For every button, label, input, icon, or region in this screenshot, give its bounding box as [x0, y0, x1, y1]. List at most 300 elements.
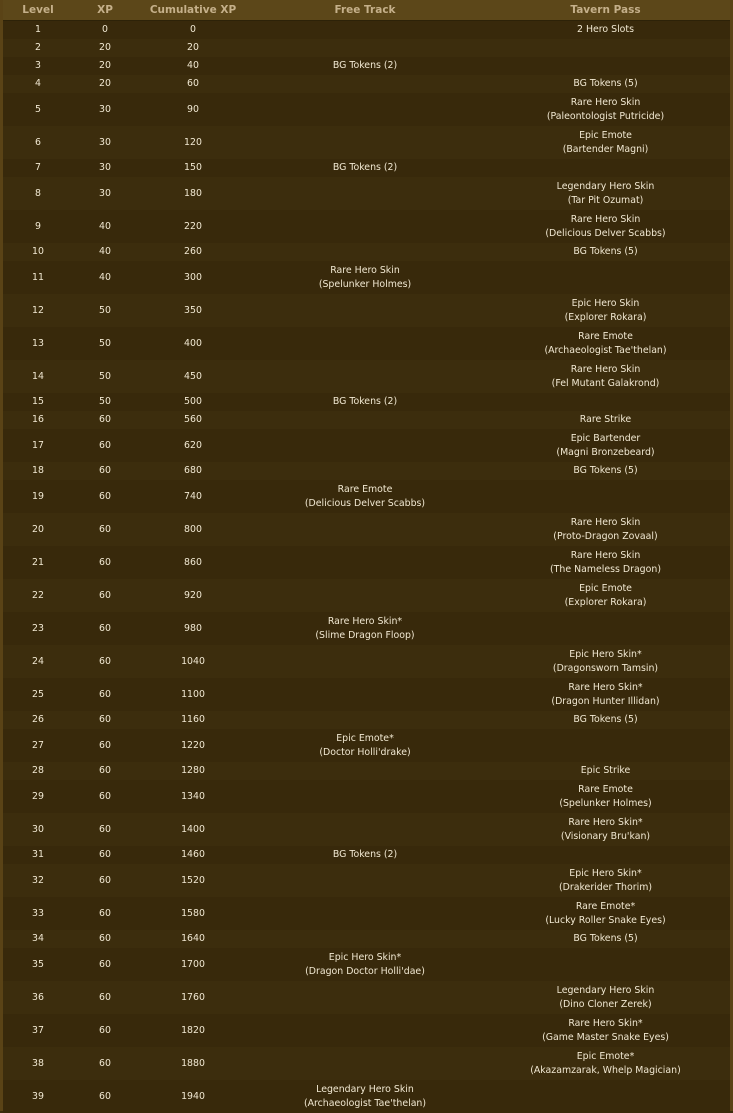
free-track-reward-line: Legendary Hero Skin [251, 1083, 479, 1097]
tavern-pass-cell [481, 93, 730, 126]
free-track-cell [249, 612, 481, 645]
tavern-pass-cell [481, 462, 730, 480]
free-track-cell [249, 780, 481, 813]
tavern-pass-reward-line: 2 Hero Slots [483, 23, 728, 37]
table-row [3, 75, 730, 93]
cumulative-xp-cell: 980 [137, 612, 249, 645]
tavern-pass-cell [481, 360, 730, 393]
xp-cell: 60 [73, 780, 137, 813]
cumulative-xp-cell: 0 [137, 21, 249, 40]
tavern-pass-reward-line: BG Tokens (5) [483, 77, 728, 91]
free-track-cell [249, 75, 481, 93]
table-row [3, 243, 730, 261]
tavern-pass-cell [481, 294, 730, 327]
table-row [3, 948, 730, 981]
free-track-reward-line: Rare Hero Skin* [251, 615, 479, 629]
xp-cell: 20 [73, 57, 137, 75]
tavern-pass-reward-line: (Tar Pit Ozumat) [483, 194, 728, 208]
tavern-pass-cell [481, 1047, 730, 1080]
xp-cell: 40 [73, 243, 137, 261]
free-track-cell [249, 480, 481, 513]
free-track-cell [249, 1047, 481, 1080]
table-row [3, 762, 730, 780]
free-track-cell [249, 57, 481, 75]
cumulative-xp-cell: 450 [137, 360, 249, 393]
cumulative-xp-cell: 1700 [137, 948, 249, 981]
tavern-pass-reward-line: Legendary Hero Skin [483, 180, 728, 194]
cumulative-xp-cell: 1460 [137, 846, 249, 864]
column-header-cumulative-xp: Cumulative XP [137, 0, 249, 21]
xp-cell: 60 [73, 930, 137, 948]
xp-cell: 60 [73, 1080, 137, 1113]
xp-cell: 60 [73, 480, 137, 513]
tavern-pass-reward-line: Rare Hero Skin [483, 549, 728, 563]
table-row [3, 981, 730, 1014]
level-cell: 25 [3, 678, 73, 711]
cumulative-xp-cell: 920 [137, 579, 249, 612]
table-row [3, 864, 730, 897]
table-row [3, 846, 730, 864]
free-track-reward-line: BG Tokens (2) [251, 59, 479, 73]
tavern-pass-reward-line: Epic Emote* [483, 1050, 728, 1064]
level-cell: 13 [3, 327, 73, 360]
table-row [3, 177, 730, 210]
level-cell: 27 [3, 729, 73, 762]
xp-cell: 50 [73, 294, 137, 327]
tavern-pass-cell [481, 711, 730, 729]
tavern-pass-cell [481, 126, 730, 159]
table-row [3, 462, 730, 480]
tavern-pass-cell [481, 762, 730, 780]
table-row [3, 579, 730, 612]
tavern-pass-cell [481, 243, 730, 261]
level-cell: 1 [3, 21, 73, 40]
cumulative-xp-cell: 40 [137, 57, 249, 75]
xp-cell: 50 [73, 327, 137, 360]
cumulative-xp-cell: 1400 [137, 813, 249, 846]
column-header-xp: XP [73, 0, 137, 21]
free-track-cell [249, 645, 481, 678]
xp-cell: 0 [73, 21, 137, 40]
table-row [3, 21, 730, 40]
table-row [3, 612, 730, 645]
cumulative-xp-cell: 1880 [137, 1047, 249, 1080]
level-cell: 35 [3, 948, 73, 981]
cumulative-xp-cell: 1280 [137, 762, 249, 780]
table-row [3, 93, 730, 126]
level-cell: 36 [3, 981, 73, 1014]
tavern-pass-cell [481, 393, 730, 411]
free-track-reward-line: BG Tokens (2) [251, 395, 479, 409]
level-cell: 24 [3, 645, 73, 678]
cumulative-xp-cell: 1580 [137, 897, 249, 930]
tavern-pass-cell [481, 57, 730, 75]
free-track-cell [249, 579, 481, 612]
xp-cell: 60 [73, 462, 137, 480]
xp-cell: 30 [73, 93, 137, 126]
tavern-pass-reward-line: (Dino Cloner Zerek) [483, 998, 728, 1012]
free-track-cell [249, 762, 481, 780]
free-track-cell [249, 897, 481, 930]
level-cell: 2 [3, 39, 73, 57]
level-cell: 38 [3, 1047, 73, 1080]
tavern-pass-reward-line: BG Tokens (5) [483, 245, 728, 259]
table-row [3, 429, 730, 462]
level-cell: 22 [3, 579, 73, 612]
free-track-cell [249, 930, 481, 948]
tavern-pass-reward-line: (Fel Mutant Galakrond) [483, 377, 728, 391]
tavern-pass-reward-line: Epic Emote [483, 129, 728, 143]
free-track-cell [249, 360, 481, 393]
cumulative-xp-cell: 90 [137, 93, 249, 126]
level-cell: 39 [3, 1080, 73, 1113]
cumulative-xp-cell: 800 [137, 513, 249, 546]
cumulative-xp-cell: 400 [137, 327, 249, 360]
tavern-pass-reward-line: Rare Hero Skin* [483, 681, 728, 695]
tavern-pass-reward-line: (Magni Bronzebeard) [483, 446, 728, 460]
xp-cell: 60 [73, 513, 137, 546]
tavern-pass-reward-line: BG Tokens (5) [483, 713, 728, 727]
free-track-cell [249, 813, 481, 846]
level-cell: 30 [3, 813, 73, 846]
level-cell: 5 [3, 93, 73, 126]
xp-cell: 60 [73, 579, 137, 612]
cumulative-xp-cell: 680 [137, 462, 249, 480]
tavern-pass-reward-line: (Dragon Hunter Illidan) [483, 695, 728, 709]
cumulative-xp-cell: 260 [137, 243, 249, 261]
tavern-pass-cell [481, 678, 730, 711]
tavern-pass-cell [481, 981, 730, 1014]
table-row [3, 780, 730, 813]
free-track-reward-line: (Spelunker Holmes) [251, 278, 479, 292]
table-row [3, 39, 730, 57]
xp-cell: 60 [73, 429, 137, 462]
cumulative-xp-cell: 560 [137, 411, 249, 429]
cumulative-xp-cell: 20 [137, 39, 249, 57]
table-row [3, 327, 730, 360]
xp-cell: 60 [73, 846, 137, 864]
level-cell: 12 [3, 294, 73, 327]
free-track-cell [249, 393, 481, 411]
xp-cell: 60 [73, 411, 137, 429]
tavern-pass-cell [481, 411, 730, 429]
level-cell: 10 [3, 243, 73, 261]
table-row [3, 1047, 730, 1080]
table-row [3, 126, 730, 159]
tavern-pass-cell [481, 210, 730, 243]
xp-cell: 40 [73, 261, 137, 294]
tavern-pass-reward-line: (Delicious Delver Scabbs) [483, 227, 728, 241]
tavern-pass-cell [481, 780, 730, 813]
column-header-tavern-pass: Tavern Pass [481, 0, 730, 21]
tavern-pass-cell [481, 327, 730, 360]
tavern-pass-reward-line: (Visionary Bru'kan) [483, 830, 728, 844]
cumulative-xp-cell: 220 [137, 210, 249, 243]
xp-cell: 30 [73, 126, 137, 159]
xp-cell: 60 [73, 897, 137, 930]
free-track-cell [249, 243, 481, 261]
free-track-cell [249, 948, 481, 981]
rewards-table [3, 0, 730, 1113]
free-track-cell [249, 429, 481, 462]
xp-cell: 60 [73, 813, 137, 846]
xp-cell: 60 [73, 711, 137, 729]
tavern-pass-reward-line: Legendary Hero Skin [483, 984, 728, 998]
cumulative-xp-cell: 150 [137, 159, 249, 177]
cumulative-xp-cell: 300 [137, 261, 249, 294]
level-cell: 23 [3, 612, 73, 645]
xp-cell: 50 [73, 360, 137, 393]
xp-cell: 60 [73, 762, 137, 780]
tavern-pass-reward-line: (Explorer Rokara) [483, 311, 728, 325]
tavern-pass-reward-line: (The Nameless Dragon) [483, 563, 728, 577]
table-row [3, 159, 730, 177]
tavern-pass-reward-line: (Proto-Dragon Zovaal) [483, 530, 728, 544]
cumulative-xp-cell: 350 [137, 294, 249, 327]
free-track-reward-line: (Doctor Holli'drake) [251, 746, 479, 760]
table-row [3, 210, 730, 243]
tavern-pass-reward-line: (Akazamzarak, Whelp Magician) [483, 1064, 728, 1078]
cumulative-xp-cell: 60 [137, 75, 249, 93]
tavern-pass-reward-line: (Drakerider Thorim) [483, 881, 728, 895]
level-cell: 28 [3, 762, 73, 780]
cumulative-xp-cell: 620 [137, 429, 249, 462]
table-row [3, 1014, 730, 1047]
cumulative-xp-cell: 740 [137, 480, 249, 513]
tavern-pass-reward-line: Rare Emote [483, 330, 728, 344]
level-cell: 34 [3, 930, 73, 948]
tavern-pass-cell [481, 1014, 730, 1047]
free-track-cell [249, 294, 481, 327]
free-track-cell [249, 21, 481, 40]
tavern-pass-cell [481, 480, 730, 513]
cumulative-xp-cell: 1100 [137, 678, 249, 711]
free-track-cell [249, 159, 481, 177]
tavern-pass-reward-line: (Game Master Snake Eyes) [483, 1031, 728, 1045]
cumulative-xp-cell: 1760 [137, 981, 249, 1014]
tavern-pass-reward-line: BG Tokens (5) [483, 464, 728, 478]
tavern-pass-reward-line: Rare Hero Skin* [483, 1017, 728, 1031]
table-row [3, 411, 730, 429]
tavern-pass-cell [481, 75, 730, 93]
xp-cell: 60 [73, 1047, 137, 1080]
level-cell: 32 [3, 864, 73, 897]
xp-cell: 60 [73, 1014, 137, 1047]
level-cell: 6 [3, 126, 73, 159]
level-cell: 3 [3, 57, 73, 75]
free-track-reward-line: BG Tokens (2) [251, 161, 479, 175]
tavern-pass-cell [481, 546, 730, 579]
tavern-pass-cell [481, 897, 730, 930]
xp-cell: 60 [73, 546, 137, 579]
level-cell: 11 [3, 261, 73, 294]
free-track-cell [249, 1080, 481, 1113]
table-body [3, 21, 730, 1113]
tavern-pass-reward-line: (Lucky Roller Snake Eyes) [483, 914, 728, 928]
xp-cell: 60 [73, 678, 137, 711]
free-track-cell [249, 1014, 481, 1047]
free-track-cell [249, 846, 481, 864]
table-row [3, 897, 730, 930]
table-row [3, 360, 730, 393]
table-row [3, 729, 730, 762]
tavern-pass-reward-line: (Explorer Rokara) [483, 596, 728, 610]
tavern-pass-cell [481, 261, 730, 294]
free-track-reward-line: BG Tokens (2) [251, 848, 479, 862]
level-cell: 29 [3, 780, 73, 813]
tavern-pass-cell [481, 930, 730, 948]
free-track-cell [249, 327, 481, 360]
cumulative-xp-cell: 1160 [137, 711, 249, 729]
level-cell: 31 [3, 846, 73, 864]
free-track-cell [249, 981, 481, 1014]
tavern-pass-reward-line: Rare Emote [483, 783, 728, 797]
level-cell: 15 [3, 393, 73, 411]
tavern-pass-reward-line: Rare Hero Skin [483, 213, 728, 227]
free-track-cell [249, 462, 481, 480]
table-row [3, 711, 730, 729]
tavern-pass-cell [481, 645, 730, 678]
xp-cell: 60 [73, 645, 137, 678]
xp-cell: 30 [73, 159, 137, 177]
tavern-pass-reward-line: Epic Hero Skin* [483, 867, 728, 881]
free-track-reward-line: Epic Emote* [251, 732, 479, 746]
free-track-reward-line: Rare Hero Skin [251, 264, 479, 278]
free-track-cell [249, 711, 481, 729]
tavern-pass-cell [481, 579, 730, 612]
cumulative-xp-cell: 1040 [137, 645, 249, 678]
tavern-pass-reward-line: Rare Hero Skin [483, 363, 728, 377]
table-row [3, 1080, 730, 1113]
tavern-pass-cell [481, 612, 730, 645]
table-row [3, 645, 730, 678]
tavern-pass-cell [481, 948, 730, 981]
xp-cell: 60 [73, 981, 137, 1014]
level-cell: 9 [3, 210, 73, 243]
tavern-pass-cell [481, 429, 730, 462]
table-row [3, 546, 730, 579]
tavern-pass-cell [481, 21, 730, 40]
xp-cell: 60 [73, 948, 137, 981]
free-track-cell [249, 411, 481, 429]
table-row [3, 294, 730, 327]
table-row [3, 678, 730, 711]
free-track-cell [249, 39, 481, 57]
xp-cell: 20 [73, 39, 137, 57]
tavern-pass-reward-line: (Bartender Magni) [483, 143, 728, 157]
cumulative-xp-cell: 1520 [137, 864, 249, 897]
cumulative-xp-cell: 1340 [137, 780, 249, 813]
free-track-reward-line: (Delicious Delver Scabbs) [251, 497, 479, 511]
free-track-cell [249, 729, 481, 762]
free-track-reward-line: (Archaeologist Tae'thelan) [251, 1097, 479, 1111]
tavern-pass-reward-line: Rare Hero Skin* [483, 816, 728, 830]
free-track-cell [249, 546, 481, 579]
xp-cell: 60 [73, 729, 137, 762]
tavern-pass-reward-line: Rare Strike [483, 413, 728, 427]
level-cell: 16 [3, 411, 73, 429]
tavern-pass-reward-line: Epic Bartender [483, 432, 728, 446]
level-cell: 20 [3, 513, 73, 546]
free-track-cell [249, 93, 481, 126]
level-cell: 4 [3, 75, 73, 93]
tavern-pass-cell [481, 813, 730, 846]
cumulative-xp-cell: 1820 [137, 1014, 249, 1047]
tavern-pass-reward-line: (Paleontologist Putricide) [483, 110, 728, 124]
table-row [3, 813, 730, 846]
free-track-cell [249, 678, 481, 711]
free-track-reward-line: (Dragon Doctor Holli'dae) [251, 965, 479, 979]
cumulative-xp-cell: 180 [137, 177, 249, 210]
tavern-pass-cell [481, 39, 730, 57]
tavern-pass-cell [481, 513, 730, 546]
level-cell: 19 [3, 480, 73, 513]
tavern-pass-cell [481, 729, 730, 762]
xp-cell: 60 [73, 612, 137, 645]
level-cell: 8 [3, 177, 73, 210]
xp-cell: 30 [73, 177, 137, 210]
tavern-pass-reward-line: Rare Hero Skin [483, 96, 728, 110]
tavern-pass-reward-line: (Dragonsworn Tamsin) [483, 662, 728, 676]
free-track-cell [249, 177, 481, 210]
column-header-free-track: Free Track [249, 0, 481, 21]
tavern-pass-reward-line: (Spelunker Holmes) [483, 797, 728, 811]
column-header-level: Level [3, 0, 73, 21]
tavern-pass-cell [481, 1080, 730, 1113]
tavern-pass-reward-line: Rare Hero Skin [483, 516, 728, 530]
tavern-pass-reward-line: BG Tokens (5) [483, 932, 728, 946]
xp-cell: 20 [73, 75, 137, 93]
tavern-pass-reward-line: Epic Hero Skin* [483, 648, 728, 662]
cumulative-xp-cell: 860 [137, 546, 249, 579]
level-cell: 14 [3, 360, 73, 393]
free-track-reward-line: (Slime Dragon Floop) [251, 629, 479, 643]
cumulative-xp-cell: 500 [137, 393, 249, 411]
free-track-cell [249, 210, 481, 243]
cumulative-xp-cell: 1640 [137, 930, 249, 948]
level-cell: 17 [3, 429, 73, 462]
level-cell: 26 [3, 711, 73, 729]
free-track-cell [249, 126, 481, 159]
free-track-reward-line: Epic Hero Skin* [251, 951, 479, 965]
table-row [3, 930, 730, 948]
cumulative-xp-cell: 120 [137, 126, 249, 159]
level-cell: 18 [3, 462, 73, 480]
tavern-pass-reward-line: Rare Emote* [483, 900, 728, 914]
tavern-pass-cell [481, 864, 730, 897]
free-track-reward-line: Rare Emote [251, 483, 479, 497]
xp-cell: 60 [73, 864, 137, 897]
table-row [3, 480, 730, 513]
free-track-cell [249, 513, 481, 546]
tavern-pass-cell [481, 177, 730, 210]
table-row [3, 261, 730, 294]
tavern-pass-reward-line: Epic Strike [483, 764, 728, 778]
free-track-cell [249, 261, 481, 294]
xp-cell: 40 [73, 210, 137, 243]
cumulative-xp-cell: 1220 [137, 729, 249, 762]
table-row [3, 393, 730, 411]
level-cell: 7 [3, 159, 73, 177]
tavern-pass-reward-line: Epic Emote [483, 582, 728, 596]
tavern-pass-reward-line: (Archaeologist Tae'thelan) [483, 344, 728, 358]
level-cell: 21 [3, 546, 73, 579]
table-header-row [3, 0, 730, 21]
tavern-pass-cell [481, 846, 730, 864]
tavern-pass-cell [481, 159, 730, 177]
xp-cell: 50 [73, 393, 137, 411]
level-cell: 33 [3, 897, 73, 930]
